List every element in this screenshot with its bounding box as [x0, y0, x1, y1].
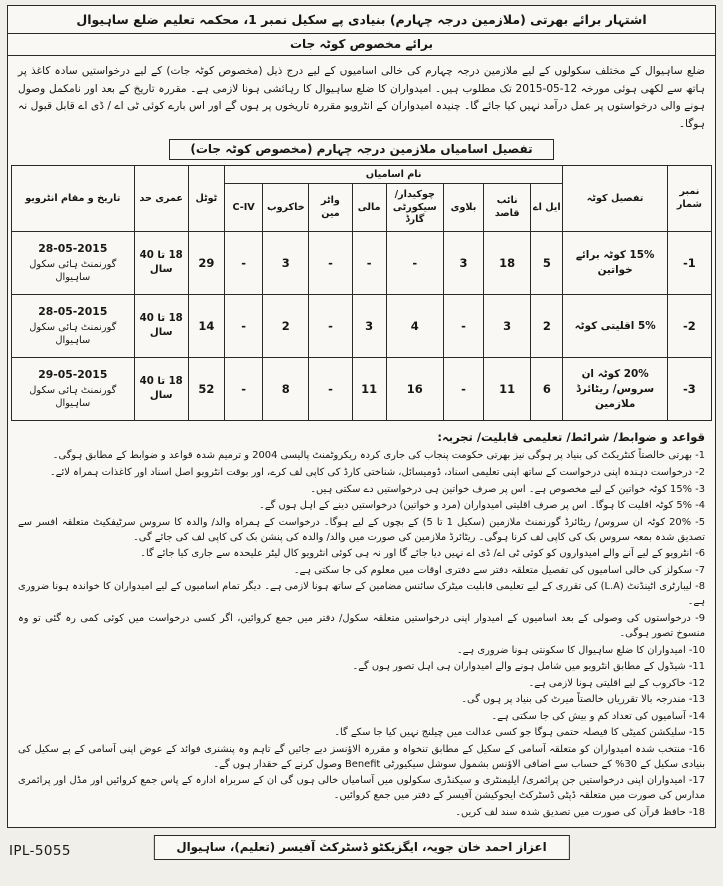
- interview-date: 28-05-2015: [38, 305, 108, 319]
- col-quota-detail: تفصیل کوٹہ: [563, 166, 667, 232]
- interview-venue: گورنمنٹ ہائی سکول ساہیوال: [29, 385, 117, 410]
- rule-item: 2- درخواست دہندہ اپنی درخواست کے ساتھ اپنی تعلیمی اسناد، ڈومیسائل، شناختی کارڈ کی کاپی لف کرے، اور بوقت انٹرویو اصل اسناد اور کاغذات ہمراہ لائے۔: [49, 466, 705, 478]
- rule-item: 17- امیدواران اپنی درخواستیں جن پرائمری/ ایلیمنٹری و سیکنڈری سکولوں میں آسامیاں خالی ہوں گی ان کے سربراہ ادارہ کے پاس جمع کروائیں اور مڈل اور پرائمری مدارس کی صورت میں متعلقہ ڈپٹی ڈسٹرکٹ ایجوکیشن آفیسر کے دفتر میں جمع کروائیں۔: [18, 775, 705, 802]
- vacancies-table: [11, 165, 712, 421]
- interview-venue: گورنمنٹ ہائی سکول ساہیوال: [29, 322, 117, 347]
- post-count-cell: 11: [352, 358, 386, 421]
- ad-frame: [7, 5, 716, 828]
- col-post-mali: مالی: [352, 184, 386, 232]
- rule-item: 3-‏ 15% کوٹہ خواتین کے لیے مخصوص ہے۔ اس پر صرف خواتین ہی درخواستیں دے سکتی ہیں۔: [310, 483, 705, 495]
- col-total: ٹوٹل: [188, 166, 224, 232]
- post-count-cell: -: [309, 358, 352, 421]
- table-title: تفصیل اسامیاں ملازمین درجہ چہارم (مخصوص کوٹہ جات): [169, 139, 553, 160]
- rule-item: 6- انٹرویو کے لیے آنے والے امیدواروں کو کوئی ٹی اے/ ڈی اے نہیں دیا جائے گا اور نہ ہی کوئی انٹرویو کال لیٹر علیحدہ سے جاری کیا جائے گا۔: [140, 548, 705, 560]
- col-post-naib-qasid: نائب قاصد: [484, 184, 531, 232]
- ipl-code: IPL-5055: [9, 842, 71, 859]
- ad-title: اشتہار برائے بھرتی (ملازمین درجہ چہارم) بنیادی پے سکیل نمبر 1، محکمہ تعلیم ضلع ساہیوال: [8, 6, 715, 34]
- col-post-c4: C-IV: [224, 184, 262, 232]
- total-cell: 14: [188, 295, 224, 358]
- age-limit-cell: 18 تا 40 سال: [134, 358, 188, 421]
- rule-item: 7- سکولز کی خالی اسامیوں کی تفصیل متعلقہ دفتر سے دفتری اوقات میں معلوم کی جا سکتی ہے۔: [293, 564, 705, 576]
- col-post-chowkidar-guard: چوکیدار/ سیکورٹی گارڈ: [386, 184, 443, 232]
- post-count-cell: 8: [263, 358, 309, 421]
- rule-item: 10- امیدواران کا ضلع ساہیوال کا سکونتی ہونا ضروری ہے۔: [456, 644, 705, 656]
- intro-paragraph: ضلع ساہیوال کے مختلف سکولوں کے لیے ملازمین درجہ چہارم کی خالی اسامیوں کے لیے درج ذیل (مخصوص کوٹہ جات) کے لیے درخواستیں سادہ کاغذ پر ہاتھ سے لکھی ہوئی مورخہ 12-05-2015 تک مطلوب ہیں۔ امیدواران کا ضلع ساہیوال کا رہائشی ہونا لازمی ہے۔ مقررہ تاریخ کے بعد اور نامکمل وصول ہونے والی درخواستوں پر عمل درآمد نہیں کیا جائے گا۔ چنیدہ امیدواران کے انٹرویو مقررہ تاریخوں پر ہوں گے اور اس بارے کوئی ٹی اے / ڈی اے قابل قبول نہ ہوگا۔: [18, 65, 705, 130]
- post-count-cell: -: [224, 232, 262, 295]
- post-count-cell: -: [352, 232, 386, 295]
- rule-item: 4-‏ 5% کوٹہ اقلیت کا ہوگا۔ اس پر صرف اقلیتی امیدواران (مرد و خواتین) درخواستیں دینے کے اہل ہوں گے۔: [259, 500, 705, 512]
- serial-cell: -1: [667, 232, 711, 295]
- post-count-cell: 18: [484, 232, 531, 295]
- post-count-cell: 6: [531, 358, 563, 421]
- table-row: [12, 232, 712, 295]
- post-count-cell: 3: [263, 232, 309, 295]
- rules-section: [8, 427, 715, 826]
- rule-item: 16- منتخب شدہ امیدواران کو متعلقہ آسامی کے سکیل کے مطابق تنخواہ و مقررہ الاؤنسز دیے جائیں گے تاہم وہ پنشنری فوائد کے عوض اپنی آسامی کے پے سکیل کی بنیادی سکیل کے 30% کے حساب سے اضافی الاؤنس بشمول سوشل سیکیورٹی Benefit وصول کرنے کے حقدار ہوں گے۔: [18, 743, 705, 770]
- interview-date: 29-05-2015: [38, 368, 108, 382]
- post-count-cell: -: [224, 295, 262, 358]
- age-limit-cell: 18 تا 40 سال: [134, 295, 188, 358]
- interview-cell: [12, 295, 135, 358]
- col-post-khakroob: خاکروب: [263, 184, 309, 232]
- rule-item: 5-‏ 20% کوٹہ ان سروس/ ریٹائرڈ گورنمنٹ ملازمین (سکیل 1 تا 5) کے بچوں کے لیے ہوگا۔ درخواست کے ہمراہ والد/ والدہ کا سروس سرٹیفکیٹ متعلقہ افسر سے تصدیق شدہ بمعہ سروس بک کی کاپی لف کرنا ہوگی۔ ریٹائرڈ ملازمین کی صورت میں والد/ والدہ کی پنشن بک کی کاپی لف کی جائے گی۔: [18, 516, 705, 543]
- col-age-limit: عمری حد: [134, 166, 188, 232]
- table-row: [12, 358, 712, 421]
- post-count-cell: 16: [386, 358, 443, 421]
- col-group-post-names: نام اسامیاں: [224, 166, 562, 184]
- col-interview-date-venue: تاریخ و مقام انٹرویو: [12, 166, 135, 232]
- quota-cell: 5% اقلیتی کوٹہ: [563, 295, 667, 358]
- post-count-cell: -: [309, 295, 352, 358]
- post-count-cell: 3: [443, 232, 483, 295]
- rule-item: 13- مندرجہ بالا تقرریاں خالصتاً میرٹ کی بنیاد پر ہوں گی۔: [461, 694, 705, 706]
- total-cell: 29: [188, 232, 224, 295]
- post-count-cell: 4: [386, 295, 443, 358]
- rule-item: 9- درخواستوں کی وصولی کے بعد اسامیوں کے امیدوار اپنی درخواستیں متعلقہ سکول/ دفتر میں جمع کروائیں، اگر کسی درخواست میں کوئی کمی رہ گئی تو وہ منسوخ تصور ہوگی۔: [18, 612, 705, 639]
- age-limit-cell: 18 تا 40 سال: [134, 232, 188, 295]
- table-row: [12, 295, 712, 358]
- rule-item: 18- حافظ قرآن کی صورت میں تصدیق شدہ سند لف کریں۔: [455, 806, 705, 818]
- post-count-cell: -: [386, 232, 443, 295]
- ad-footer: [7, 835, 716, 871]
- interview-date: 28-05-2015: [38, 242, 108, 256]
- signature-box: اعزاز احمد خان جویہ، ایگزیکٹو ڈسٹرکٹ آفیسر (تعلیم)، ساہیوال: [153, 835, 569, 860]
- rule-item: 14- آسامیوں کی تعداد کم و بیش کی جا سکتی ہے۔: [491, 710, 705, 722]
- table-title-row: [8, 136, 715, 165]
- quota-cell: 15% کوٹہ برائے خواتین: [563, 232, 667, 295]
- total-cell: 52: [188, 358, 224, 421]
- col-serial-number: نمبر شمار: [667, 166, 711, 232]
- rule-item: 1- بھرتی خالصتاً کنٹریکٹ کی بنیاد پر ہوگی نیز بھرتی حکومت پنجاب کی جاری کردہ ریکروٹمنٹ پالیسی 2004 و ترمیم شدہ قواعد و ضوابط کے مطابق ہوگی۔: [52, 450, 705, 462]
- post-count-cell: -: [309, 232, 352, 295]
- quota-cell: 20% کوٹہ ان سروس/ ریٹائرڈ ملازمین: [563, 358, 667, 421]
- rules-heading: قواعد و ضوابط/ شرائط/ تعلیمی قابلیت/ تجربہ:: [437, 430, 705, 445]
- serial-cell: -3: [667, 358, 711, 421]
- rule-item: 12- خاکروب کے لیے اقلیتی ہونا لازمی ہے۔: [528, 677, 705, 689]
- serial-cell: -2: [667, 295, 711, 358]
- interview-cell: [12, 358, 135, 421]
- interview-cell: [12, 232, 135, 295]
- post-count-cell: 3: [484, 295, 531, 358]
- interview-venue: گورنمنٹ ہائی سکول ساہیوال: [29, 259, 117, 284]
- post-count-cell: 2: [263, 295, 309, 358]
- col-post-la: ایل اے: [531, 184, 563, 232]
- post-count-cell: 5: [531, 232, 563, 295]
- col-post-bailavi: بلاوی: [443, 184, 483, 232]
- post-count-cell: -: [224, 358, 262, 421]
- rule-item: 8- لیبارٹری اٹینڈنٹ (L.A) کی تقرری کے لیے تعلیمی قابلیت میٹرک سائنس مضامین کے ساتھ ہونا لازمی ہے۔ دیگر تمام اسامیوں کے لیے امیدواران کا خواندہ ہونا ضروری ہے۔: [18, 581, 705, 608]
- post-count-cell: 3: [352, 295, 386, 358]
- col-post-waterman: واٹر مین: [309, 184, 352, 232]
- rule-item: 15- سلیکشن کمیٹی کا فیصلہ حتمی ہوگا جو کسی عدالت میں چیلنج نہیں کیا جا سکے گا۔: [334, 727, 705, 739]
- post-count-cell: 11: [484, 358, 531, 421]
- ad-subtitle: برائے مخصوص کوٹہ جات: [8, 34, 715, 56]
- rule-item: 11- شیڈول کے مطابق انٹرویو میں شامل ہونے والے امیدواران ہی اہل تصور ہوں گے۔: [352, 661, 705, 673]
- post-count-cell: 2: [531, 295, 563, 358]
- post-count-cell: -: [443, 358, 483, 421]
- post-count-cell: -: [443, 295, 483, 358]
